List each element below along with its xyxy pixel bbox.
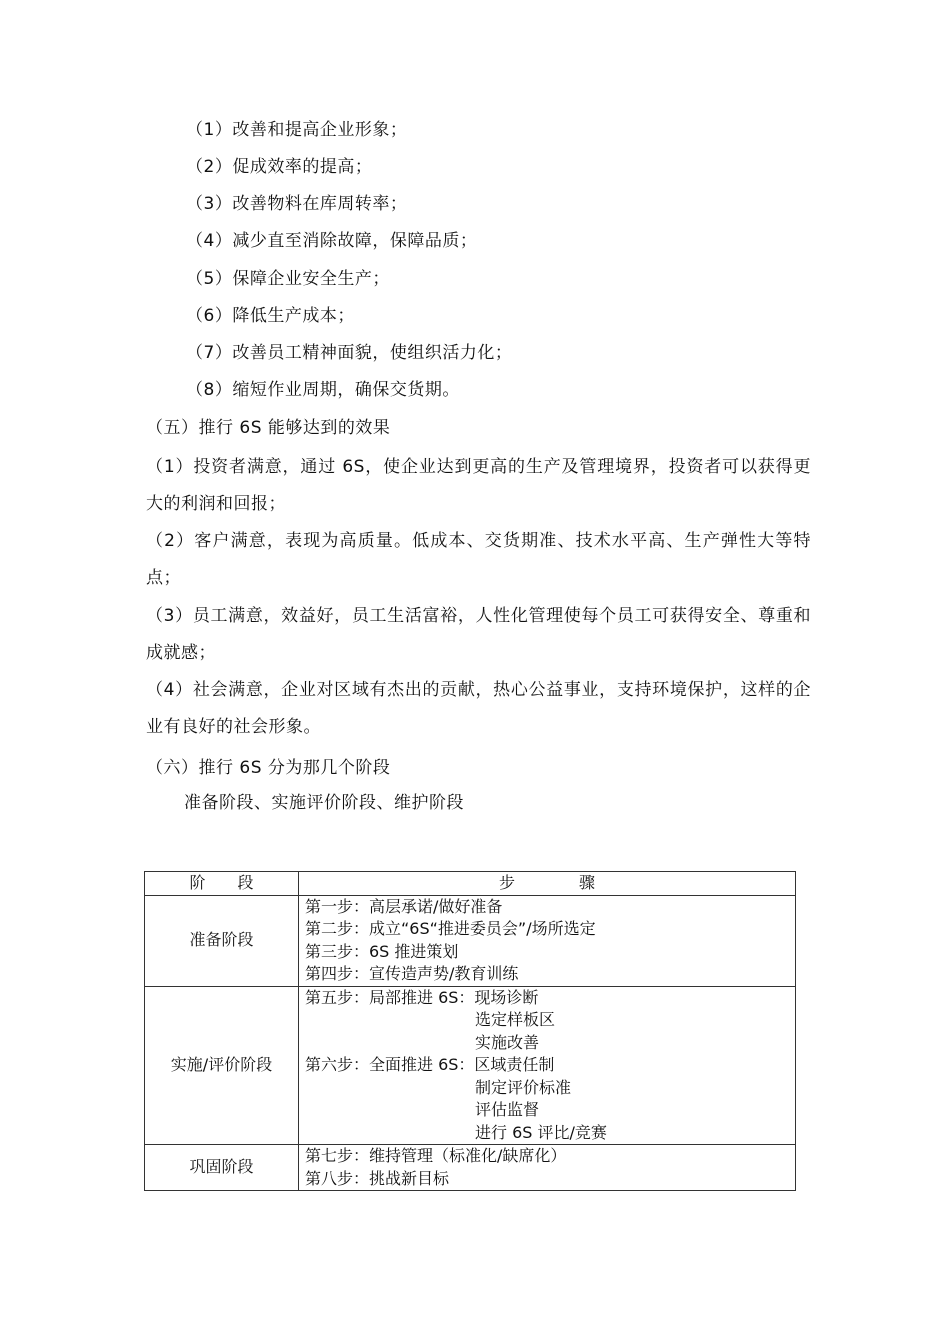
- stage-cell-consolidate: 巩固阶段: [145, 1145, 299, 1191]
- step-line: 第一步：高层承诺/做好准备: [305, 896, 503, 916]
- benefit-item-2: （2）促成效率的提高；: [186, 157, 373, 177]
- stage-cell-implement: 实施/评价阶段: [145, 986, 299, 1145]
- section5-paragraph-1: （1）投资者满意，通过 6S，使企业达到更高的生产及管理境界，投资者可以获得更大的利润和回报；: [146, 457, 811, 514]
- step-subline: 实施改善: [475, 1032, 540, 1052]
- stage-cell-prepare: 准备阶段: [145, 895, 299, 986]
- step-line: 第三步：6S 推进策划: [305, 941, 459, 961]
- benefit-item-7: （7）改善员工精神面貌，使组织活力化；: [186, 343, 513, 363]
- benefit-item-1: （1）改善和提高企业形象；: [186, 120, 408, 140]
- benefit-item-4: （4）减少直至消除故障，保障品质；: [186, 231, 478, 251]
- step-line: 第六步：全面推进 6S：区域责任制: [305, 1055, 555, 1074]
- steps-cell-prepare: [299, 895, 796, 986]
- section6-summary: 准备阶段、实施评价阶段、维护阶段: [184, 793, 464, 813]
- table-row: [145, 895, 796, 986]
- step-line: 第七步：维持管理（标准化/缺席化）: [305, 1146, 567, 1165]
- table-row: [145, 1145, 796, 1191]
- benefit-item-3: （3）改善物料在库周转率；: [186, 194, 408, 214]
- step-subline: 制定评价标准: [475, 1077, 572, 1097]
- steps-cell-implement: [299, 986, 796, 1145]
- stages-table: [144, 871, 796, 1191]
- table-header-row: [145, 872, 796, 896]
- benefit-item-5: （5）保障企业安全生产；: [186, 269, 390, 289]
- header-steps: 步 骤: [299, 872, 796, 896]
- step-line: 第二步：成立“6S“推进委员会”/场所选定: [305, 919, 596, 938]
- benefit-item-8: （8）缩短作业周期，确保交货期。: [186, 380, 460, 400]
- step-subline: 评估监督: [475, 1100, 540, 1119]
- section5-paragraph-3: （3）员工满意，效益好，员工生活富裕，人性化管理使每个员工可获得安全、尊重和成就感；: [146, 606, 811, 663]
- step-line: 第五步：局部推进 6S：现场诊断: [305, 987, 539, 1007]
- steps-cell-consolidate: [299, 1145, 796, 1191]
- section6-heading: （六）推行 6S 分为那几个阶段: [146, 758, 391, 778]
- section5-paragraph-2: （2）客户满意，表现为高质量。低成本、交货期准、技术水平高、生产弹性大等特点；: [146, 531, 811, 588]
- step-subline: 进行 6S 评比/竞赛: [475, 1122, 607, 1142]
- benefit-item-6: （6）降低生产成本；: [186, 306, 355, 326]
- section5-heading: （五）推行 6S 能够达到的效果: [146, 418, 391, 438]
- table-row: [145, 986, 796, 1145]
- header-stage: 阶 段: [145, 872, 299, 896]
- step-line: 第四步：宣传造声势/教育训练: [305, 964, 519, 983]
- step-line: 第八步：挑战新目标: [305, 1168, 450, 1188]
- section5-paragraph-4: （4）社会满意，企业对区域有杰出的贡献，热心公益事业，支持环境保护，这样的企业有良好的社会形象。: [146, 680, 811, 737]
- step-subline: 选定样板区: [475, 1010, 556, 1029]
